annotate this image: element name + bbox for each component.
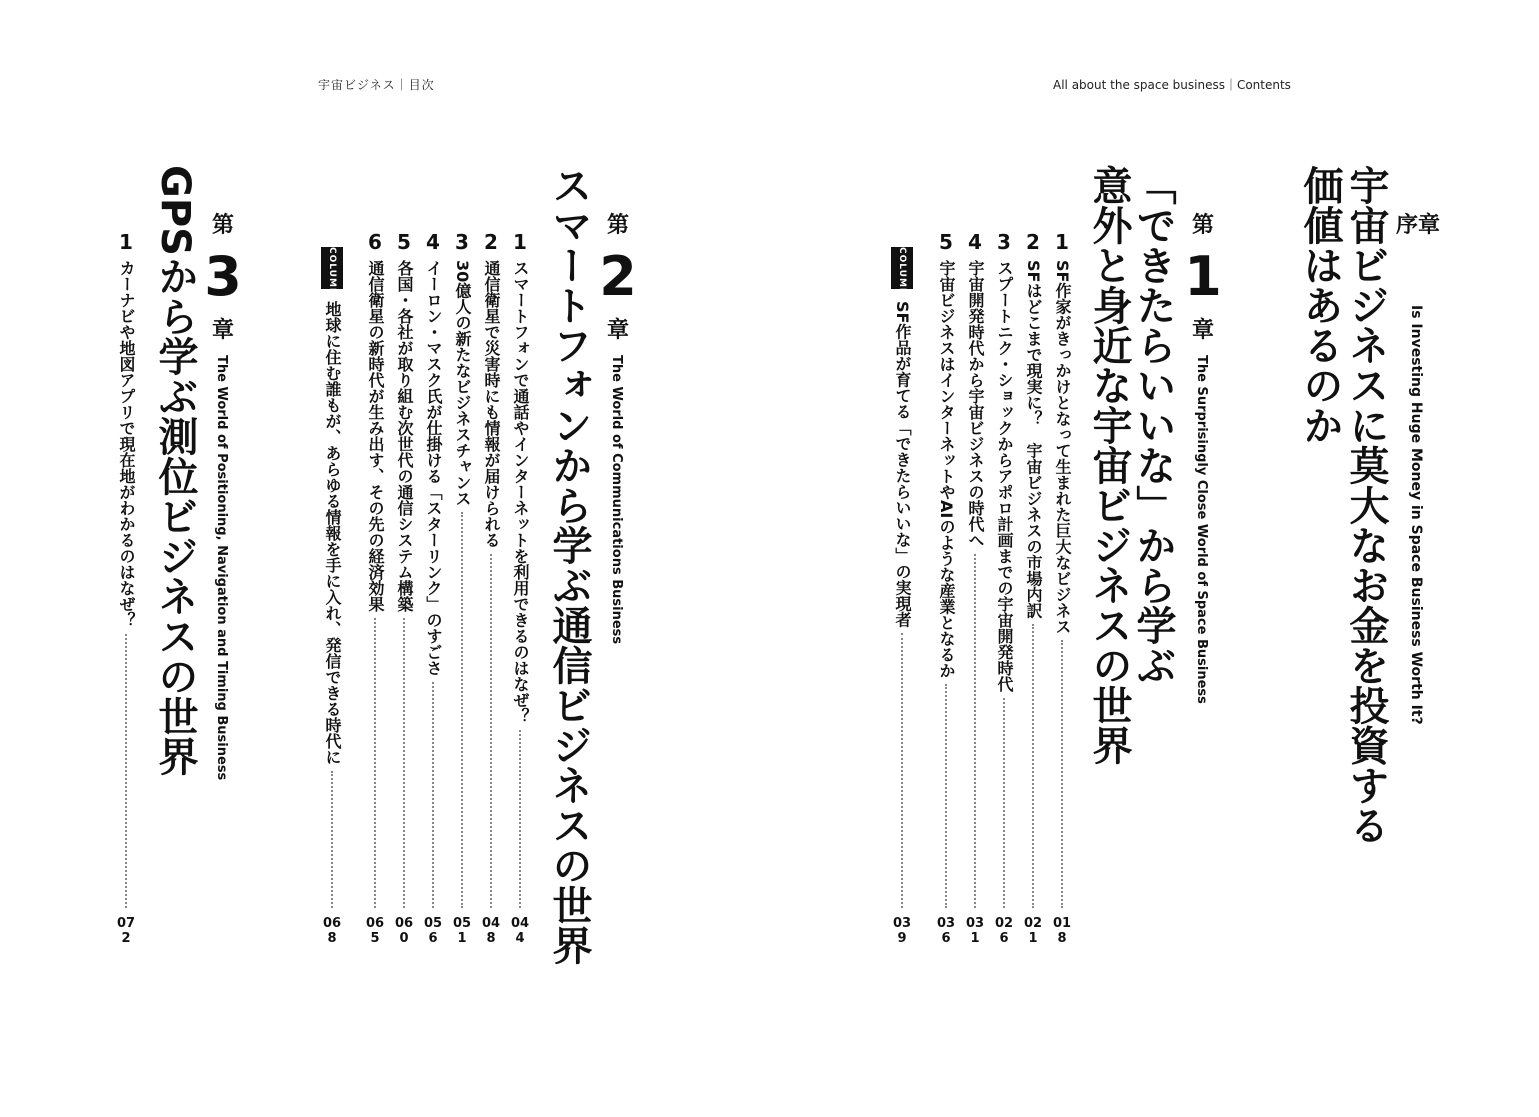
entry-title: 通信衛星で災害時にも情報が届けられる — [482, 260, 501, 548]
entry-page: 036 — [936, 916, 956, 946]
toc-entry[interactable] — [508, 230, 532, 962]
chapter-2-label-bottom: 章 — [606, 318, 629, 343]
entry-page: 051 — [452, 916, 472, 946]
entry-leader — [974, 554, 976, 908]
entry-title: スプートニク・ショックからアポロ計画までの宇宙開発時代 — [995, 260, 1014, 692]
entry-page: 068 — [322, 916, 342, 946]
prologue-title-line1: 宇宙ビジネスに莫大なお金を投資する — [1343, 165, 1389, 845]
prologue-label-text: 序章 — [1395, 213, 1440, 238]
entry-leader — [374, 618, 376, 908]
chapter-1-label-bottom: 章 — [1191, 318, 1214, 343]
entry-title: スマートフォンで通話やインターネットを利用できるのはなぜ？ — [511, 260, 530, 724]
entry-leader — [331, 771, 333, 908]
entry-title: 宇宙ビジネスはインターネットやAIのような産業となるか — [937, 260, 956, 679]
entry-number: 4 — [426, 230, 440, 254]
entry-page: 039 — [892, 916, 912, 946]
chapter-2-label-top: 第 — [606, 213, 629, 238]
entry-number: 6 — [368, 230, 382, 254]
entry-title: SF作品が育てる「できたらいいな」の実現者 — [893, 301, 912, 628]
prologue-subtitle-en: Is Investing Huge Money in Space Business Worth It? — [1408, 305, 1424, 725]
entry-leader — [461, 512, 463, 908]
toc-entry[interactable] — [363, 230, 387, 962]
chapter-3-subtitle-en: The World of Positioning, Navigation and Timing Business — [214, 355, 229, 781]
entry-title: 地球に住む誰もが、あらゆる情報を手に入れ、発信できる時代に — [323, 301, 342, 765]
toc-entry[interactable] — [479, 230, 503, 962]
entry-page: 048 — [481, 916, 501, 946]
entry-page: 056 — [423, 916, 443, 946]
entry-number: 5 — [397, 230, 411, 254]
entry-number: 1 — [513, 230, 527, 254]
chapter-1-subtitle-en: The Surprisingly Close World of Space Business — [1194, 355, 1209, 704]
entry-leader — [125, 634, 127, 908]
chapter-1-badge — [1178, 208, 1228, 344]
entry-leader — [1032, 624, 1034, 908]
entry-page: 018 — [1052, 916, 1072, 946]
entry-title: イーロン・マスク氏が仕掛ける「スターリンク」のすごさ — [424, 260, 443, 676]
prologue-label — [1393, 208, 1443, 259]
toc-entry[interactable] — [1021, 230, 1045, 962]
entry-title: 各国・各社が取り組む次世代の通信システム構築 — [395, 260, 414, 612]
entry-page: 072 — [116, 916, 136, 946]
entry-title: SF作家がきっかけとなって生まれた巨大なビジネス — [1053, 260, 1072, 635]
entry-number: 4 — [968, 230, 982, 254]
entry-title: 30億人の新たなビジネスチャンス — [453, 260, 472, 507]
entry-number: 1 — [1055, 230, 1069, 254]
entry-page: 021 — [1023, 916, 1043, 946]
toc-entry-column[interactable] — [890, 247, 914, 979]
toc-entry[interactable] — [934, 230, 958, 962]
chapter-3-label-top: 第 — [211, 213, 234, 238]
chapter-3-badge — [198, 208, 248, 344]
entry-leader — [490, 554, 492, 908]
chapter-2-number: 2 — [599, 245, 637, 308]
entry-number: 3 — [997, 230, 1011, 254]
entry-title: SFはどこまで現実に？ 宇宙ビジネスの市場内訳 — [1024, 260, 1043, 619]
entry-leader — [403, 618, 405, 908]
chapter-2-badge — [593, 208, 643, 344]
prologue-title-line2: 価値はあるのか — [1297, 165, 1343, 445]
entry-title: 通信衛星の新時代が生み出す、その先の経済効果 — [366, 260, 385, 612]
chapter-3-label-bottom: 章 — [211, 318, 234, 343]
toc-entry[interactable] — [392, 230, 416, 962]
toc-entry[interactable] — [114, 230, 138, 962]
entry-leader — [432, 682, 434, 908]
toc-entry-column[interactable] — [320, 247, 344, 979]
column-tag: COLUMN — [321, 247, 343, 289]
running-head-right: All about the space business｜Contents — [1053, 78, 1291, 92]
toc-entry[interactable] — [1050, 230, 1074, 962]
chapter-1-title-line2: 意外と身近な宇宙ビジネスの世界 — [1086, 165, 1132, 765]
chapter-2-subtitle-en: The World of Communications Business — [609, 355, 624, 645]
toc-entry[interactable] — [421, 230, 445, 962]
entry-number: 5 — [939, 230, 953, 254]
entry-number: 1 — [119, 230, 133, 254]
toc-entry[interactable] — [963, 230, 987, 962]
chapter-3-number: 3 — [204, 245, 242, 308]
chapter-2-title: スマートフォンから学ぶ通信ビジネスの世界 — [546, 165, 592, 965]
entry-page: 044 — [510, 916, 530, 946]
toc-entry[interactable] — [450, 230, 474, 962]
entry-leader — [1003, 698, 1005, 908]
entry-leader — [945, 684, 947, 908]
running-head-left: 宇宙ビジネス｜目次 — [318, 78, 435, 92]
entry-leader — [901, 633, 903, 908]
entry-page: 065 — [365, 916, 385, 946]
entry-page: 026 — [994, 916, 1014, 946]
entry-leader — [1061, 640, 1063, 908]
entry-leader — [519, 730, 521, 908]
entry-page: 031 — [965, 916, 985, 946]
toc-entry[interactable] — [992, 230, 1016, 962]
column-tag: COLUMN — [891, 247, 913, 289]
entry-number: 2 — [1026, 230, 1040, 254]
chapter-1-label-top: 第 — [1191, 213, 1214, 238]
entry-title: カーナビや地図アプリで現在地がわかるのはなぜ？ — [117, 260, 136, 628]
chapter-1-number: 1 — [1184, 245, 1222, 308]
chapter-3-title: GPSから学ぶ測位ビジネスの世界 — [152, 165, 198, 776]
chapter-1-title-line1: 「できたらいいな」から学ぶ — [1130, 165, 1176, 685]
entry-title: 宇宙開発時代から宇宙ビジネスの時代へ — [966, 260, 985, 548]
entry-page: 060 — [394, 916, 414, 946]
entry-number: 2 — [484, 230, 498, 254]
entry-number: 3 — [455, 230, 469, 254]
